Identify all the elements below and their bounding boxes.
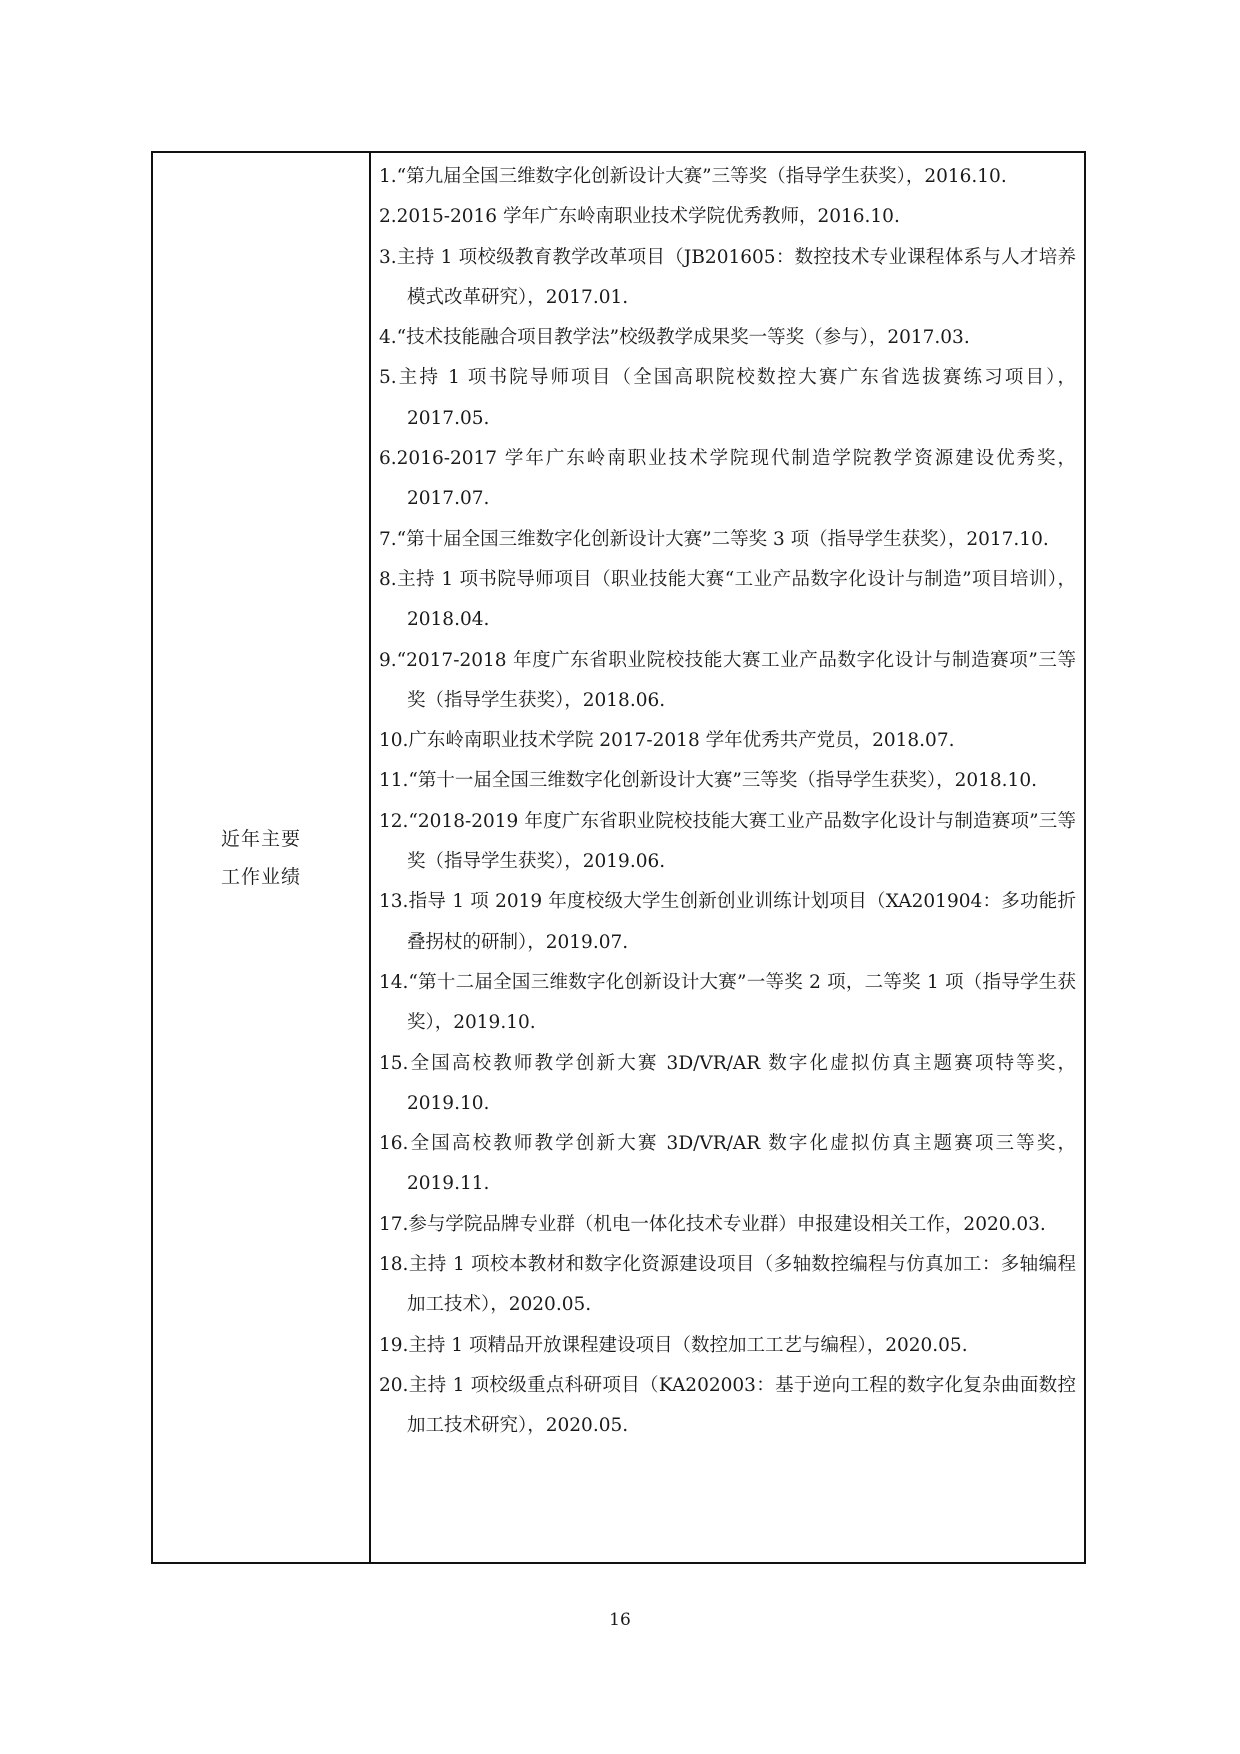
achievement-item: 18.主持 1 项校本教材和数字化资源建设项目（多轴数控编程与仿真加工：多轴编程加工技术），2020.05. xyxy=(379,1254,1076,1316)
achievement-item: 13.指导 1 项 2019 年度校级大学生创新创业训练计划项目（XA201904：多功能折叠拐杖的研制），2019.07. xyxy=(379,891,1076,953)
achievement-item: 17.参与学院品牌专业群（机电一体化技术专业群）申报建设相关工作，2020.03. xyxy=(379,1213,1046,1235)
achievement-item: 2.2015-2016 学年广东岭南职业技术学院优秀教师，2016.10. xyxy=(379,206,900,228)
achievement-item: 5.主持 1 项书院导师项目（全国高职院校数控大赛广东省选拔赛练习项目），2017.05. xyxy=(379,367,1076,429)
achievement-item: 3.主持 1 项校级教育教学改革项目（JB201605：数控技术专业课程体系与人才培养模式改革研究），2017.01. xyxy=(379,246,1076,308)
achievement-item: 15.全国高校教师教学创新大赛 3D/VR/AR 数字化虚拟仿真主题赛项特等奖，2019.10. xyxy=(379,1052,1076,1114)
achievement-item: 6.2016-2017 学年广东岭南职业技术学院现代制造学院教学资源建设优秀奖，2017.07. xyxy=(379,448,1076,510)
achievement-item: 12.“2018-2019 年度广东省职业院校技能大赛工业产品数字化设计与制造赛项”三等奖（指导学生获奖），2019.06. xyxy=(379,810,1076,873)
label-line-1: 近年主要 xyxy=(220,827,301,850)
achievement-item: 19.主持 1 项精品开放课程建设项目（数控加工工艺与编程），2020.05. xyxy=(379,1334,968,1356)
achievement-item: 20.主持 1 项校级重点科研项目（KA202003：基于逆向工程的数字化复杂曲面数控加工技术研究），2020.05. xyxy=(379,1374,1076,1437)
achievement-item: 7.“第十届全国三维数字化创新设计大赛”二等奖 3 项（指导学生获奖），2017.10. xyxy=(379,528,1049,550)
achievement-item: 8.主持 1 项书院导师项目（职业技能大赛“工业产品数字化设计与制造”项目培训），2018.04. xyxy=(379,568,1076,631)
achievement-item: 9.“2017-2018 年度广东省职业院校技能大赛工业产品数字化设计与制造赛项”三等奖（指导学生获奖），2018.06. xyxy=(379,649,1076,711)
achievement-item: 16.全国高校教师教学创新大赛 3D/VR/AR 数字化虚拟仿真主题赛项三等奖，2019.11. xyxy=(379,1133,1076,1195)
achievements-list xyxy=(371,153,1084,1562)
label-cell xyxy=(153,153,371,1562)
page-number: 16 xyxy=(609,1610,631,1630)
achievement-item: 11.“第十一届全国三维数字化创新设计大赛”三等奖（指导学生获奖），2018.10. xyxy=(379,770,1037,792)
achievement-item: 10.广东岭南职业技术学院 2017-2018 学年优秀共产党员，2018.07. xyxy=(379,730,955,752)
label-line-2: 工作业绩 xyxy=(220,865,301,888)
achievements-table xyxy=(151,151,1086,1564)
achievement-item: 1.“第九届全国三维数字化创新设计大赛”三等奖（指导学生获奖），2016.10. xyxy=(379,166,1007,187)
achievement-item: 4.“技术技能融合项目教学法”校级教学成果奖一等奖（参与），2017.03. xyxy=(379,327,970,349)
achievement-item: 14.“第十二届全国三维数字化创新设计大赛”一等奖 2 项，二等奖 1 项（指导学生获奖），2019.10. xyxy=(379,971,1076,1034)
